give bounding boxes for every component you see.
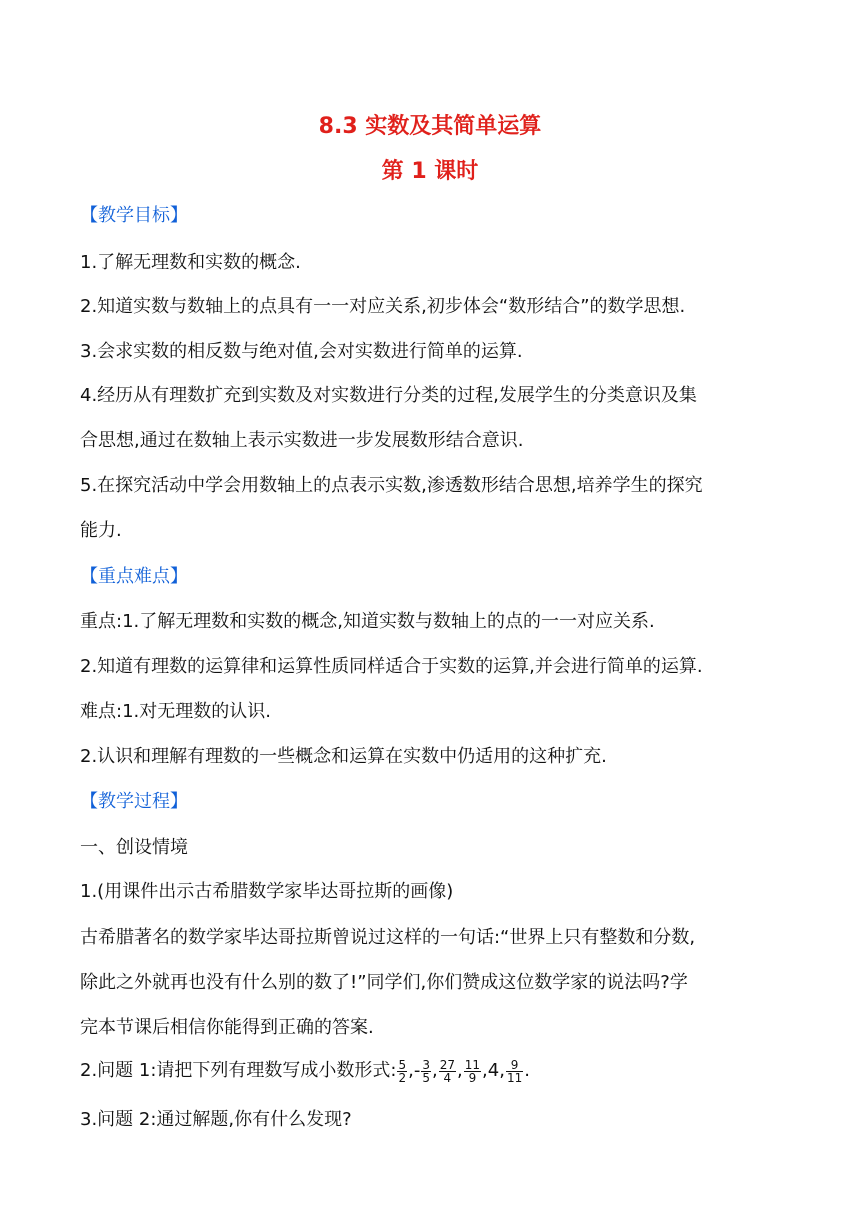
lesson-subtitle: 第 1 课时 — [381, 159, 479, 184]
goal-line: 5.在探究活动中学会用数轴上的点表示实数,渗透数形结合思想,培养学生的探究 — [80, 475, 703, 496]
comma: , — [432, 1060, 438, 1081]
process-item: 1.(用课件出示古希腊数学家毕达哥拉斯的画像) — [80, 881, 454, 902]
question-1-text: 2.问题 1:请把下列有理数写成小数形式: — [80, 1060, 397, 1081]
comma: , — [457, 1060, 463, 1081]
section-heading-key-points: 【重点难点】 — [80, 566, 188, 587]
fraction: $\frac{3}{5}$ — [422, 1057, 430, 1085]
question-2: 3.问题 2:通过解题,你有什么发现? — [80, 1109, 352, 1130]
comma: , — [499, 1060, 505, 1081]
goal-line: 合思想,通过在数轴上表示实数进一步发展数形结合意识. — [80, 430, 524, 451]
minus-sign: - — [413, 1060, 421, 1081]
goal-line: 4.经历从有理数扩充到实数及对实数进行分类的过程,发展学生的分类意识及集 — [80, 385, 697, 406]
comma: , — [482, 1060, 488, 1081]
key-point-line: 2.知道有理数的运算律和运算性质同样适合于实数的运算,并会进行简单的运算. — [80, 656, 703, 677]
key-point-line: 2.认识和理解有理数的一些概念和运算在实数中仍适用的这种扩充. — [80, 746, 607, 767]
goal-line: 1.了解无理数和实数的概念. — [80, 252, 301, 273]
goal-line: 能力. — [80, 520, 122, 541]
subsection-heading: 一、创设情境 — [80, 837, 188, 858]
process-paragraph-line: 古希腊著名的数学家毕达哥拉斯曾说过这样的一句话:“世界上只有整数和分数, — [80, 927, 696, 948]
integer-value: 4 — [487, 1060, 500, 1081]
document-title: 8.3 实数及其简单运算 — [318, 114, 542, 139]
comma: , — [408, 1060, 414, 1081]
process-paragraph-line: 除此之外就再也没有什么别的数了!”同学们,你们赞成这位数学家的说法吗?学 — [80, 972, 688, 993]
fraction: $\frac{11}{9}$ — [464, 1057, 481, 1085]
process-paragraph-line: 完本节课后相信你能得到正确的答案. — [80, 1017, 374, 1038]
fraction: $\frac{9}{11}$ — [506, 1057, 523, 1085]
section-heading-goals: 【教学目标】 — [80, 205, 188, 226]
section-heading-process: 【教学过程】 — [80, 791, 188, 812]
key-point-line: 重点:1.了解无理数和实数的概念,知道实数与数轴上的点的一一对应关系. — [80, 611, 655, 632]
question-1 — [80, 1058, 780, 1084]
fraction: $\frac{27}{4}$ — [439, 1057, 456, 1085]
fraction: $\frac{5}{2}$ — [398, 1057, 407, 1085]
period: . — [524, 1060, 530, 1081]
goal-line: 3.会求实数的相反数与绝对值,会对实数进行简单的运算. — [80, 341, 523, 362]
goal-line: 2.知道实数与数轴上的点具有一一对应关系,初步体会“数形结合”的数学思想. — [80, 296, 686, 317]
key-point-line: 难点:1.对无理数的认识. — [80, 701, 271, 722]
